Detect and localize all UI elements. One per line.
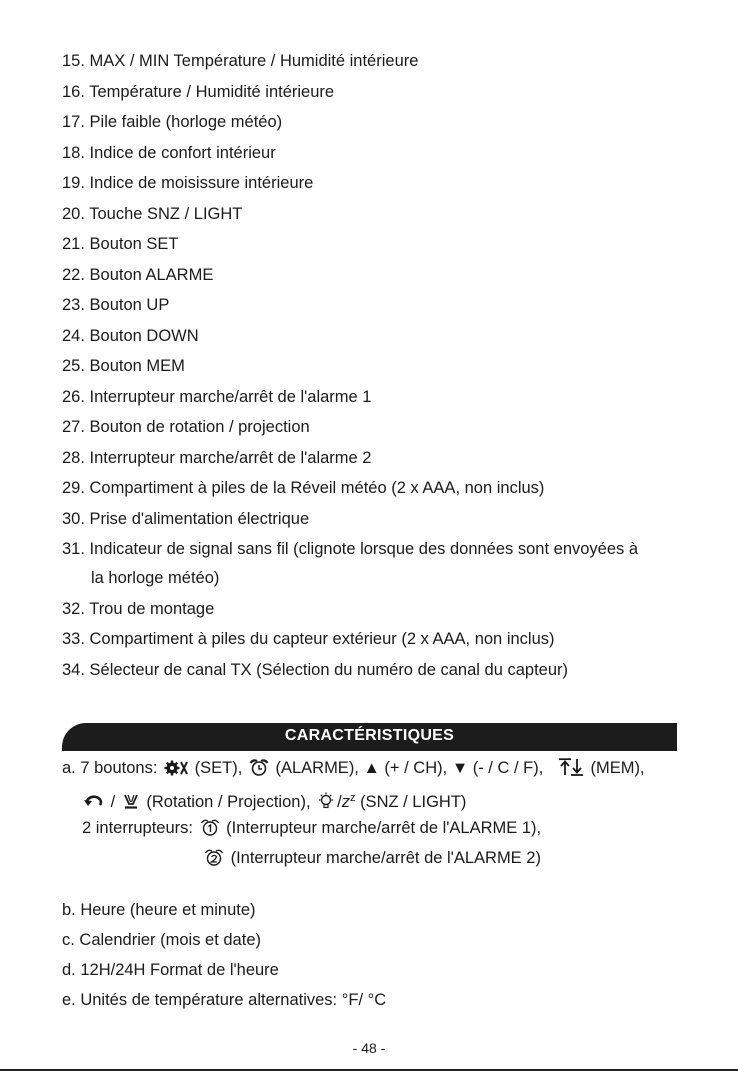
- light-bulb-icon: [317, 792, 335, 810]
- features-list: [62, 757, 722, 1019]
- feature-e: [62, 989, 722, 1019]
- feature-a-prefix: a. 7 boutons:: [62, 759, 158, 777]
- alarm-clock-icon: [249, 759, 269, 776]
- celsius-unit: °C: [367, 991, 387, 1009]
- mem-arrows-icon: [558, 758, 584, 776]
- feature-a-rotation: (Rotation / Projection),: [146, 793, 311, 811]
- list-item: 24. Bouton DOWN: [62, 326, 199, 345]
- section-header-band: [62, 723, 677, 751]
- feature-switches-line2: [62, 847, 722, 877]
- feature-c: c. Calendrier (mois et date): [62, 931, 261, 949]
- projection-icon: [122, 793, 140, 810]
- rotation-icon: [84, 794, 104, 810]
- alarm-1-icon: [200, 819, 220, 836]
- page-number: - 48 -: [352, 1040, 386, 1056]
- list-item: 23. Bouton UP: [62, 296, 170, 314]
- fahrenheit-unit: °F: [341, 991, 359, 1009]
- list-item: 16. Température / Humidité intérieure: [62, 82, 335, 101]
- list-item: 15. MAX / MIN Température / Humidité intérieure: [62, 52, 419, 70]
- list-item: 22. Bouton ALARME: [62, 265, 214, 284]
- alarm-2-icon: [204, 849, 224, 866]
- list-item: 28. Interrupteur marche/arrêt de l'alarme 2: [62, 448, 372, 467]
- list-item: 31. Indicateur de signal sans fil (clignote lorsque des données sont envoyées à: [62, 540, 639, 558]
- unit-slash: /: [358, 991, 364, 1009]
- feature-a-alarm: (ALARME),: [275, 759, 359, 777]
- feature-a-slash: /: [110, 793, 116, 811]
- switch2-label: (Interrupteur marche/arrêt de l'ALARME 2): [230, 849, 541, 867]
- bottom-rule: [0, 1069, 738, 1071]
- list-item: 29. Compartiment à piles de la Réveil météo (2 x AAA, non inclus): [62, 479, 545, 497]
- list-item: 26. Interrupteur marche/arrêt de l'alarme 1: [62, 387, 372, 406]
- feature-a-mem: (MEM),: [590, 759, 645, 777]
- list-item-continuation: la horloge météo): [91, 569, 220, 587]
- list-item: 34. Sélecteur de canal TX (Sélection du numéro de canal du capteur): [62, 660, 569, 679]
- list-item: 33. Compartiment à piles du capteur extérieur (2 x AAA, non inclus): [62, 630, 555, 648]
- switch1-label: (Interrupteur marche/arrêt de l'ALARME 1),: [226, 819, 542, 837]
- feature-a-snz: (SNZ / LIGHT): [360, 793, 467, 811]
- snooze-z-superscript-icon: z: [349, 792, 356, 804]
- list-item: 21. Bouton SET: [62, 235, 179, 253]
- list-item: 25. Bouton MEM: [62, 357, 185, 375]
- list-item: 20. Touche SNZ / LIGHT: [62, 204, 243, 223]
- feature-a-down: ▼ (- / C / F),: [451, 759, 544, 777]
- section-title: CARACTÉRISTIQUES: [284, 727, 455, 744]
- feature-d: d. 12H/24H Format de l'heure: [62, 961, 279, 979]
- list-item: 19. Indice de moisissure intérieure: [62, 174, 314, 192]
- list-item: 27. Bouton de rotation / projection: [62, 418, 310, 436]
- feature-e-prefix: e. Unités de température alternatives:: [62, 991, 338, 1009]
- set-gear-icon: [164, 760, 188, 776]
- list-item: 17. Pile faible (horloge météo): [62, 113, 283, 131]
- spacer: [62, 877, 722, 899]
- list-item: 30. Prise d'alimentation électrique: [62, 509, 310, 528]
- switches-prefix: 2 interrupteurs:: [82, 819, 193, 837]
- feature-a-line2: [62, 787, 722, 817]
- feature-a-line1: [62, 757, 722, 787]
- feature-a-slash2: /: [337, 793, 342, 811]
- feature-b: b. Heure (heure et minute): [62, 901, 256, 919]
- list-item: 18. Indice de confort intérieur: [62, 143, 276, 162]
- list-item: 32. Trou de montage: [62, 599, 215, 618]
- feature-switches-line1: [62, 817, 722, 847]
- feature-a-set: (SET),: [194, 759, 243, 777]
- feature-a-up: ▲ (+ / CH),: [363, 759, 448, 777]
- parts-list: [62, 50, 702, 689]
- snooze-z-icon: z: [341, 793, 350, 811]
